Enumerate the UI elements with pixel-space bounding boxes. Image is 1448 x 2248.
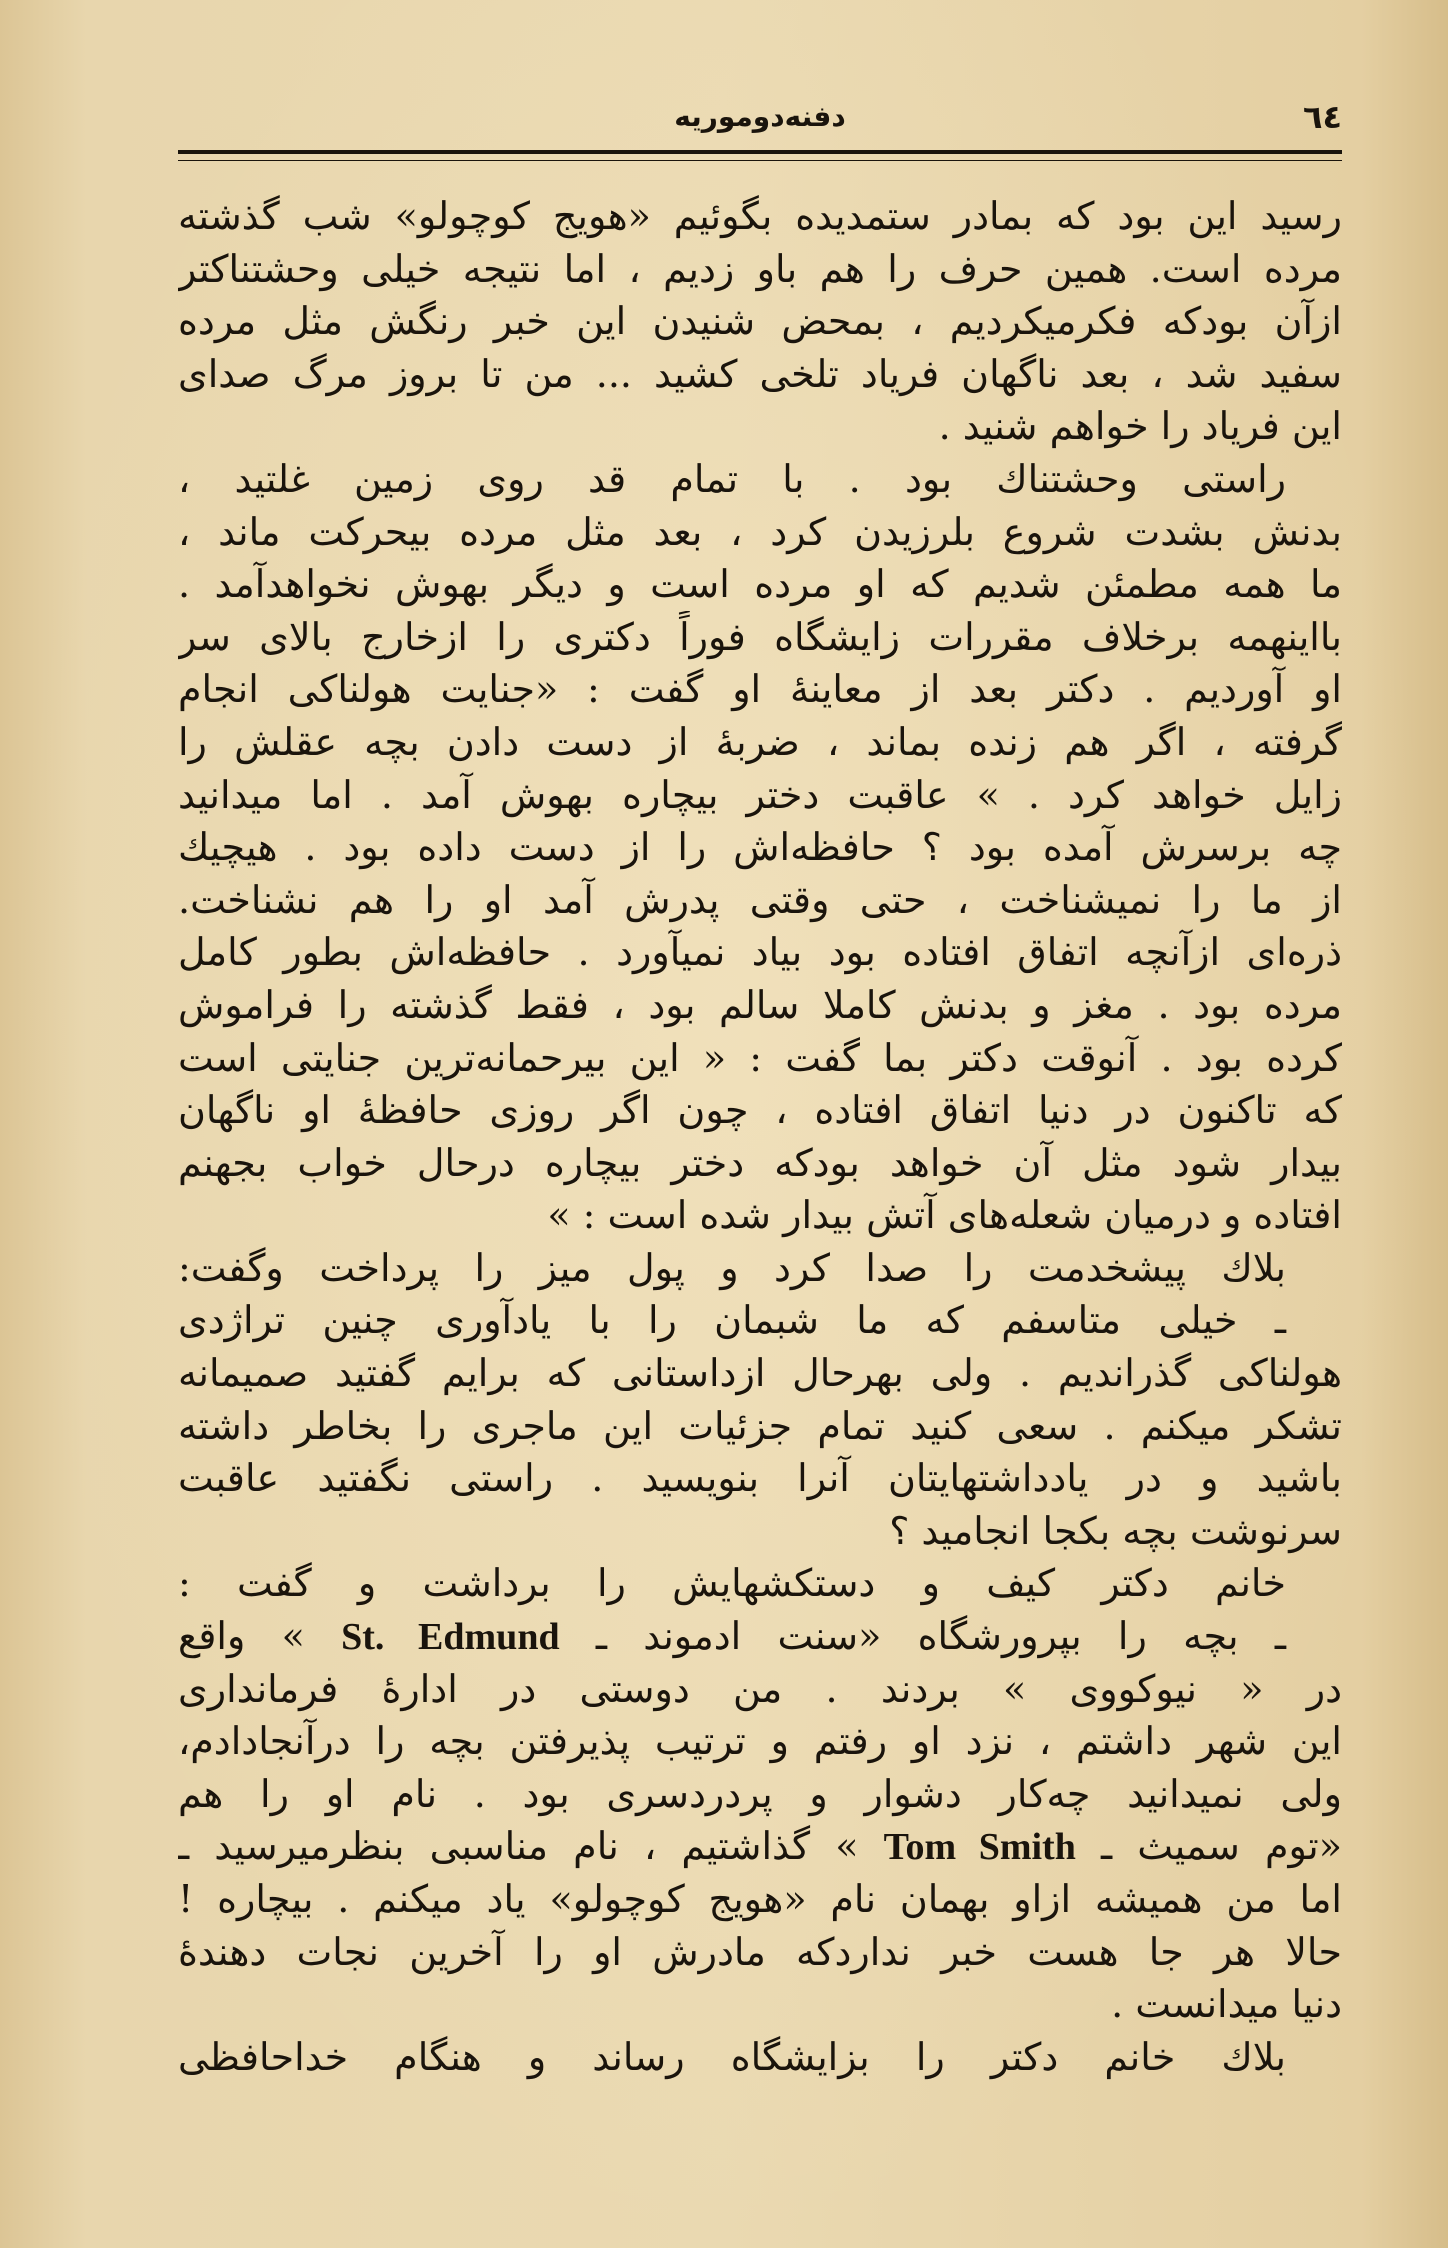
text-line: ولی نمیدانید چه‌کار دشوار و پردردسری بود . نام او را هم: [178, 1771, 1342, 1816]
text-line: چه برسرش آمده بود ؟ حافظه‌اش را از دست داده بود . هیچیك: [178, 825, 1342, 870]
latin-name: St. Edmund: [341, 1616, 560, 1659]
running-title: دفنه‌دوموریه: [674, 100, 846, 133]
text-line: که تاکنون در دنیا اتفاق افتاده ، چون اگر روزی حافظهٔ او ناگهان: [178, 1088, 1342, 1133]
text-line: تشکر میکنم . سعی کنید تمام جزئیات این ماجری را بخاطر داشته: [178, 1403, 1342, 1448]
text-line-segment: ـ بچه را بپرورشگاه «سنت ادموند ـ: [559, 1614, 1286, 1659]
text-line: زایل خواهد کرد . » عاقبت دختر بیچاره بهوش آمد . اما میدانید: [178, 772, 1342, 817]
text-line: بلاك خانم دکتر را بزایشگاه رساند و هنگام خداحافظی: [178, 2034, 1286, 2079]
text-line: افتاده و درمیان شعله‌های آتش بیدار شده است : »: [547, 1193, 1342, 1238]
text-line: هولناکی گذراندیم . ولی بهرحال ازداستانی که برایم گفتید صمیمانه: [178, 1351, 1342, 1396]
text-line: در « نیوکووی » بردند . من دوستی در ادارهٔ فرمانداری: [178, 1666, 1342, 1711]
text-line: ـ خیلی متاسفم که ما شبمان را با یادآوری چنین تراژدی: [178, 1298, 1286, 1343]
text-line: [178, 1610, 1342, 1663]
text-line: او آوردیم . دکتر بعد از معاینهٔ او گفت : «جنایت هولناکی انجام: [178, 667, 1342, 712]
text-line: سفید شد ، بعد ناگهان فریاد تلخی کشید ... من تا بروز مرگ صدای: [178, 351, 1342, 396]
text-line: این شهر داشتم ، نزد او رفتم و ترتیب پذیرفتن بچه را درآنجادادم،: [178, 1719, 1342, 1764]
header-rule-thin: [178, 160, 1342, 161]
text-line: رسید این بود که بمادر ستمدیده بگوئیم «هویج کوچولو» شب گذشته: [178, 194, 1342, 238]
text-line: ذره‌ای ازآنچه اتفاق افتاده بود بیاد نمیآورد . حافظه‌اش بطور کامل: [178, 930, 1342, 975]
text-line: [178, 1820, 1342, 1873]
text-line: ازآن بودکه فکرمیکردیم ، بمحض شنیدن این خبر رنگش مثل مرده: [178, 299, 1342, 344]
text-line: باشید و در یادداشتهایتان آنرا بنویسید . راستی نگفتید عاقبت: [178, 1456, 1342, 1501]
text-line: اما من همیشه ازاو بهمان نام «هویج کوچولو» یاد میکنم . بیچاره !: [178, 1877, 1342, 1921]
text-line: ما همه مطمئن شدیم که او مرده است و دیگر بهوش نخواهدآمد .: [178, 562, 1342, 607]
page-header: [178, 92, 1342, 142]
page-number: ٦٤: [1302, 98, 1342, 136]
text-line: کرده بود . آنوقت دکتر بما گفت : « این بیرحمانه‌ترین جنایتی است: [178, 1035, 1342, 1080]
latin-name: Tom Smith: [883, 1826, 1076, 1869]
text-line: این فریاد را خواهم شنید .: [938, 404, 1342, 449]
text-line: حالا هر جا هست خبر نداردکه مادرش او را آخرین نجات دهندهٔ: [178, 1929, 1342, 1974]
text-line: بلاك پیشخدمت را صدا کرد و پول میز را پرداخت وگفت:: [178, 1245, 1286, 1290]
text-line-segment: » گذاشتیم ، نام مناسبی بنظرمیرسید ـ: [178, 1824, 884, 1869]
header-rule-thick: [178, 150, 1342, 154]
text-line: خانم دکتر کیف و دستکشهایش را برداشت و گفت :: [178, 1561, 1286, 1606]
text-line: بیدار شود مثل آن خواهد بودکه دختر بیچاره درحال خواب بجهنم: [178, 1140, 1342, 1185]
text-line: راستی وحشتناك بود . با تمام قد روی زمین غلتید ،: [178, 456, 1286, 501]
text-line-segment: » واقع: [178, 1614, 342, 1659]
text-line: دنیا میدانست .: [1111, 1982, 1342, 2027]
text-line-segment: «توم سمیث ـ: [1075, 1824, 1342, 1869]
text-line: گرفته ، اگر هم زنده بماند ، ضربهٔ از دست دادن بچه عقلش را: [178, 719, 1342, 764]
text-line: مرده بود . مغز و بدنش کاملا سالم بود ، فقط گذشته را فراموش: [178, 982, 1342, 1027]
text-line: سرنوشت بچه بکجا انجامید ؟: [889, 1508, 1342, 1553]
text-line: بااینهمه برخلاف مقررات زایشگاه فوراً دکتری را ازخارج بالای سر: [178, 614, 1342, 659]
text-line: بدنش بشدت شروع بلرزیدن کرد ، بعد مثل مرده بیحرکت ماند ،: [178, 509, 1342, 554]
text-line: مرده است. همین حرف را هم باو زدیم ، اما نتیجه خیلی وحشتناکتر: [178, 246, 1342, 291]
text-line: از ما را نمیشناخت ، حتی وقتی پدرش آمد او را هم نشناخت.: [178, 877, 1342, 922]
body-text: [178, 190, 1342, 2083]
